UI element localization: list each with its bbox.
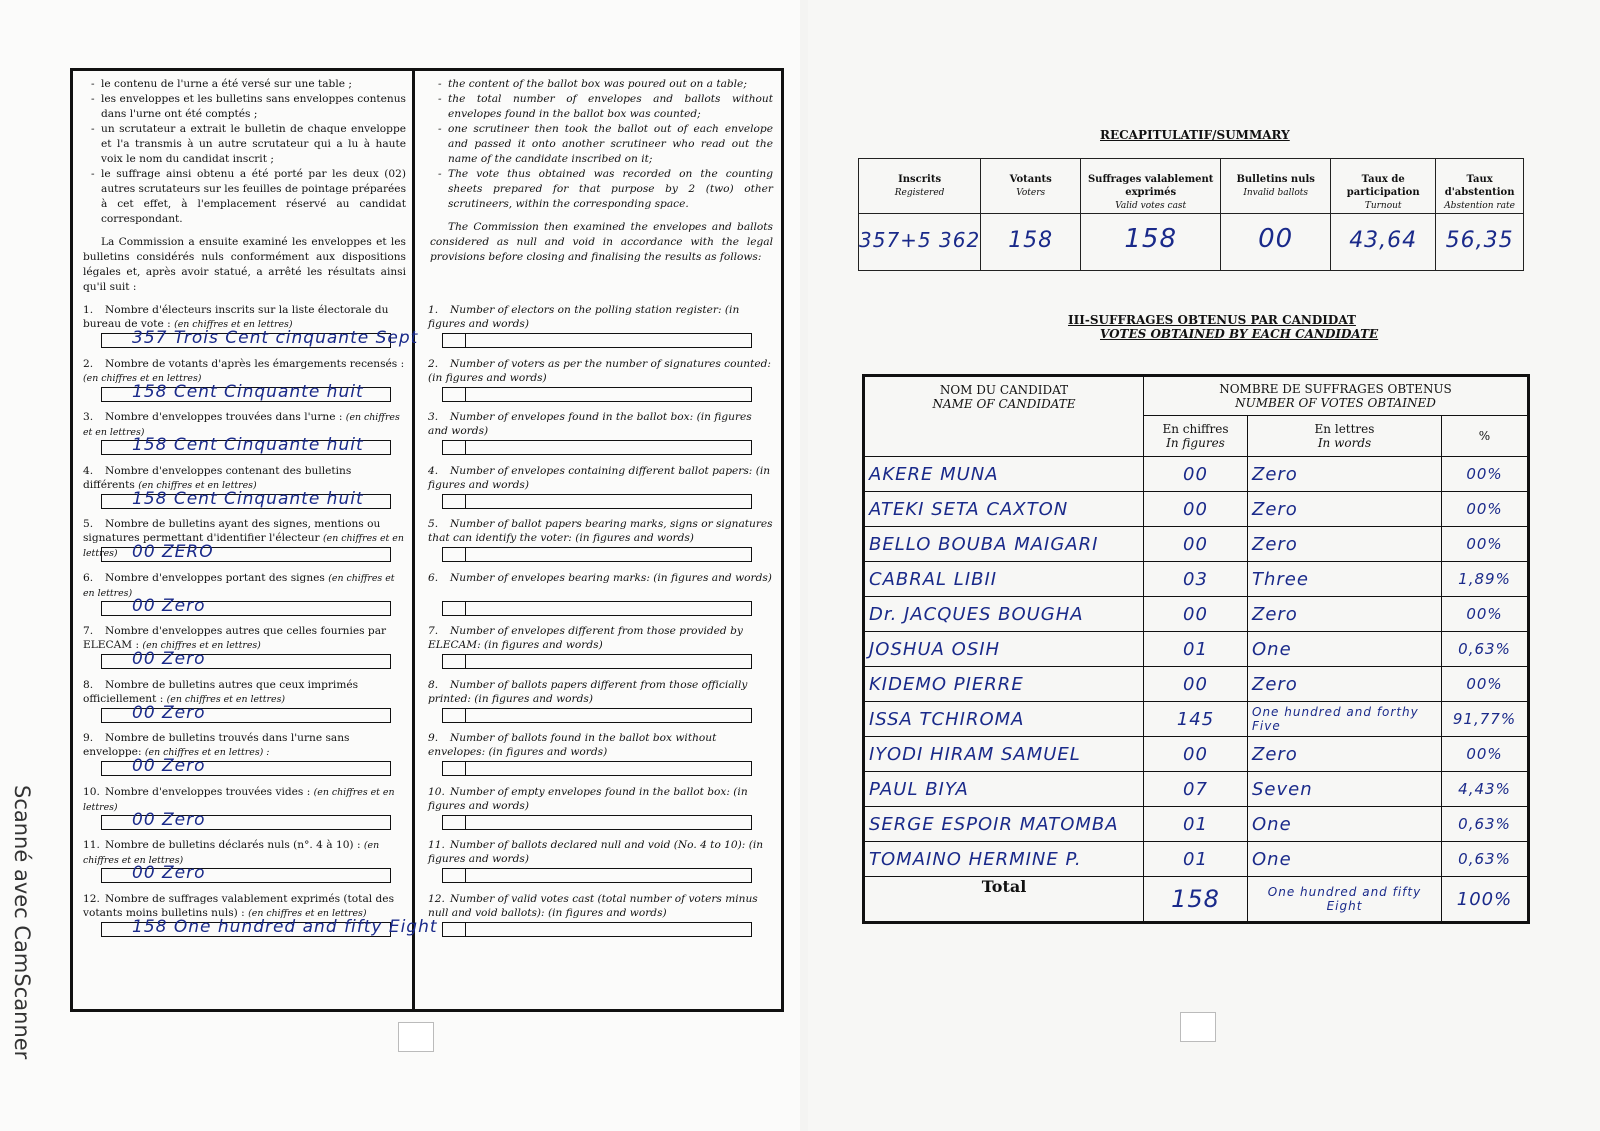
candidate-percent: 00% [1442,527,1529,562]
candidate-words: Zero [1248,492,1442,527]
en-item: 2. Number of voters as per the number of signatures counted: (in figures and words) [428,357,771,384]
summary-title: RECAPITULATIF/SUMMARY [1100,128,1290,142]
candidate-figures: 00 [1144,492,1248,527]
candidate-percent: 0,63% [1442,632,1529,667]
en-intro-item: - the total number of envelopes and ballots without envelopes found in the ballot box was counted; [440,92,773,122]
candidate-name: CABRAL LIBII [864,562,1144,597]
page-number-stamp [1180,1012,1216,1042]
candidate-words: Three [1248,562,1442,597]
fr-answer-box [101,435,391,455]
total-words: One hundred and fifty Eight [1248,877,1442,923]
candidate-row [864,772,1529,807]
total-label: Total [864,877,1144,923]
candidate-percent: 0,63% [1442,807,1529,842]
candidate-figures: 00 [1144,667,1248,702]
votes-header-name: NOM DU CANDIDAT NAME OF CANDIDATE [864,376,1144,457]
candidate-figures: 01 [1144,632,1248,667]
candidate-figures: 07 [1144,772,1248,807]
candidate-name: KIDEMO PIERRE [864,667,1144,702]
fr-item: 3. Nombre d'enveloppes trouvées dans l'urne : (en chiffres et en lettres) [83,411,400,438]
en-item: 9. Number of ballots found in the ballot box without envelopes: (in figures and words) [428,732,717,758]
fr-intro-item: - les enveloppes et les bulletins sans enveloppes contenus dans l'urne ont été comptés ; [93,92,406,122]
fr-item: 7. Nombre d'enveloppes autres que celles fournies par ELECAM : (en chiffres et en lettres) [83,625,387,651]
votes-header-percent: % [1442,416,1529,457]
fr-answer-box [101,809,391,830]
candidate-words: One hundred and forthy Five [1248,702,1442,737]
votes-header-figures: En chiffres In figures [1144,416,1248,457]
fr-answer-box [101,542,391,562]
summary-header: Taux de participation Turnout [1331,159,1436,214]
candidate-words: Seven [1248,772,1442,807]
candidate-percent: 00% [1442,597,1529,632]
candidate-name: JOSHUA OSIH [864,632,1144,667]
fr-answer-box [101,488,391,509]
candidate-row [864,492,1529,527]
votes-title: III-SUFFRAGES OBTENUS PAR CANDIDAT VOTES OBTAINED BY EACH CANDIDATE [1068,313,1379,341]
fr-item: 10. Nombre d'enveloppes trouvées vides : (en chiffres et en lettres) [83,785,395,813]
en-intro-item: - The vote thus obtained was recorded on the counting sheets prepared for that purpose by 2 (two) other scrutineers, within the corresponding space. [440,167,773,212]
candidate-percent: 00% [1442,737,1529,772]
candidate-words: Zero [1248,597,1442,632]
summary-abstention: 56,35 [1436,214,1524,271]
en-answer-box [442,868,752,883]
fr-item: 2. Nombre de votants d'après les émargements recensés : (en chiffres et en lettres) [83,357,405,384]
summary-table [858,158,1524,271]
camscanner-watermark: Scanné avec CamScanner [10,785,34,1060]
en-answer-box [442,333,752,348]
candidate-row [864,807,1529,842]
handwritten-answer: 00 Zero [132,756,206,776]
votes-table [862,374,1530,924]
summary-header: Votants Voters [981,159,1081,214]
en-answer-box [442,654,752,669]
fr-answer-box [101,702,391,723]
en-item: 1. Number of electors on the polling station register: (in figures and words) [428,304,740,330]
candidate-words: Zero [1248,737,1442,772]
total-percent: 100% [1442,877,1529,923]
candidate-row [864,457,1529,492]
en-answer-box [442,815,752,830]
en-answer-box [442,440,752,455]
votes-header-votes: NOMBRE DE SUFFRAGES OBTENUS NUMBER OF VOTES OBTAINED [1144,376,1529,416]
summary-header: Suffrages valablement exprimés Valid votes cast [1081,159,1221,214]
en-intro-item: - the content of the ballot box was poured out on a table; [440,77,773,92]
candidate-figures: 00 [1144,527,1248,562]
candidate-name: BELLO BOUBA MAIGARI [864,527,1144,562]
en-answer-box [442,387,752,402]
candidate-figures: 01 [1144,807,1248,842]
summary-header: Taux d'abstention Abstention rate [1436,159,1524,214]
fr-item: 6. Nombre d'enveloppes portant des signes (en chiffres et en lettres) [83,571,395,599]
en-item: 11. Number of ballots declared null and void (No. 4 to 10): (in figures and words) [428,839,764,865]
handwritten-answer: 158 Cent Cinquante huit [132,435,364,455]
candidate-percent: 91,77% [1442,702,1529,737]
fr-paragraph: La Commission a ensuite examiné les enveloppes et les bulletins considérés nuls conformément aux dispositions légales et, après avoir statué, a arrêté les résultats ainsi qu'il suit : [83,236,406,293]
candidate-percent: 00% [1442,667,1529,702]
summary-header: Bulletins nuls Invalid ballots [1221,159,1331,214]
candidate-percent: 00% [1442,492,1529,527]
handwritten-answer: 158 One hundred and fifty Eight [132,916,438,937]
fr-item: 4. Nombre d'enveloppes contenant des bulletins différents (en chiffres et en lettres) [83,464,352,491]
en-answer-box [442,494,752,509]
candidate-percent: 1,89% [1442,562,1529,597]
candidate-name: SERGE ESPOIR MATOMBA [864,807,1144,842]
candidate-name: ISSA TCHIROMA [864,702,1144,737]
handwritten-answer: 357 Trois Cent cinquante Sept [132,328,419,348]
handwritten-answer: 00 Zero [132,649,206,669]
candidate-percent: 0,63% [1442,842,1529,877]
en-item: 3. Number of envelopes found in the ballot box: (in figures and words) [428,411,752,437]
summary-voters: 158 [981,214,1081,271]
candidate-name: PAUL BIYA [864,772,1144,807]
handwritten-answer: 158 Cent Cinquante huit [132,488,364,509]
fr-item: 9. Nombre de bulletins trouvés dans l'urne sans enveloppe: (en chiffres et en lettres) : [83,732,350,758]
fr-answer-box [101,328,419,348]
summary-header: Inscrits Registered [859,159,981,214]
english-column [418,71,781,1009]
total-figures: 158 [1144,877,1248,923]
summary-registered: 357+5 362 [859,214,981,271]
handwritten-answer: 158 Cent Cinquante huit [132,381,364,402]
handwritten-answer: 00 Zero [132,595,206,616]
fr-item: 5. Nombre de bulletins ayant des signes, mentions ou signatures permettant d'identifier l'électeur (en chiffres et en lettres) [83,518,404,559]
candidate-words: Zero [1248,527,1442,562]
fr-item: 1. Nombre d'électeurs inscrits sur la liste électorale du bureau de vote : (en chiffres et en lettres) [83,304,389,330]
handwritten-answer: 00 ZERO [132,542,214,562]
candidate-row [864,702,1529,737]
fr-item: 12. Nombre de suffrages valablement exprimés (total des votants moins bulletins nuls) : (en chiffres et en lettres) [83,892,395,919]
handwritten-answer: 00 Zero [132,809,206,830]
candidate-row [864,597,1529,632]
en-item: 4. Number of envelopes containing different ballot papers: (in figures and words) [428,464,771,491]
candidate-name: Dr. JACQUES BOUGHA [864,597,1144,632]
candidate-words: One [1248,632,1442,667]
fr-answer-box [101,649,391,669]
en-item: 5. Number of ballot papers bearing marks, signs or signatures that can identify the voter: (in figures and words) [428,518,773,544]
candidate-row [864,562,1529,597]
minutes-frame [70,68,784,1012]
candidate-percent: 00% [1442,457,1529,492]
fr-intro-item: - le contenu de l'urne a été versé sur une table ; [93,77,406,92]
french-column [73,71,438,1009]
en-item: 12. Number of valid votes cast (total number of voters minus null and void ballots): (in figures and words) [428,892,758,919]
summary-valid-votes: 158 [1081,214,1221,271]
en-item: 8. Number of ballots papers different from those officially printed: (in figures and words) [428,678,748,705]
candidate-figures: 01 [1144,842,1248,877]
candidate-words: One [1248,842,1442,877]
en-answer-box [442,708,752,723]
candidate-name: IYODI HIRAM SAMUEL [864,737,1144,772]
candidate-name: AKERE MUNA [864,457,1144,492]
candidate-figures: 03 [1144,562,1248,597]
candidate-row [864,737,1529,772]
en-item: 10. Number of empty envelopes found in the ballot box: (in figures and words) [428,785,748,812]
candidate-name: TOMAINO HERMINE P. [864,842,1144,877]
en-intro-item: - one scrutineer then took the ballot out of each envelope and passed it onto another scrutineer who read out the name of the candidate inscribed on it; [440,122,773,167]
en-answer-box [442,601,752,616]
fr-intro-item: - le suffrage ainsi obtenu a été porté par les deux (02) autres scrutateurs sur les feuilles de pointage préparées à cet effet, à l'emplacement réservé au candidat correspondant. [93,167,406,227]
right-page [808,0,1600,1131]
en-item: 6. Number of envelopes bearing marks: (in figures and words) [428,571,772,584]
page-number-stamp [398,1022,434,1052]
candidate-figures: 145 [1144,702,1248,737]
fr-item: 11. Nombre de bulletins déclarés nuls (n°. 4 à 10) : (en chiffres et en lettres) [83,839,380,866]
fr-item: 8. Nombre de bulletins autres que ceux imprimés officiellement : (en chiffres et en lettres) [83,678,359,705]
candidate-percent: 4,43% [1442,772,1529,807]
handwritten-answer: 00 Zero [132,702,206,723]
fr-intro [83,77,406,295]
candidate-name: ATEKI SETA CAXTON [864,492,1144,527]
candidate-figures: 00 [1144,457,1248,492]
fr-answer-box [101,916,438,937]
summary-invalid: 00 [1221,214,1331,271]
en-answer-box [442,922,752,937]
en-intro [430,77,773,265]
candidate-words: Zero [1248,667,1442,702]
handwritten-answer: 00 Zero [132,863,206,883]
candidate-figures: 00 [1144,737,1248,772]
candidate-row [864,667,1529,702]
fr-answer-box [101,381,391,402]
candidate-row [864,527,1529,562]
candidate-words: Zero [1248,457,1442,492]
en-answer-box [442,547,752,562]
candidate-row [864,632,1529,667]
fr-answer-box [101,595,391,616]
en-item: 7. Number of envelopes different from those provided by ELECAM: (in figures and words) [428,625,743,651]
summary-turnout: 43,64 [1331,214,1436,271]
fr-answer-box [101,863,391,883]
candidate-figures: 00 [1144,597,1248,632]
fr-answer-box [101,756,391,776]
en-answer-box [442,761,752,776]
candidate-words: One [1248,807,1442,842]
candidate-row [864,842,1529,877]
en-paragraph: The Commission then examined the envelopes and ballots considered as null and void in accordance with the legal provisions before closing and finalising the results as follows: [430,221,773,263]
votes-header-words: En lettres In words [1248,416,1442,457]
fr-intro-item: - un scrutateur a extrait le bulletin de chaque enveloppe et l'a transmis à un autre scrutateur qui a lu à haute voix le nom du candidat inscrit ; [93,122,406,167]
